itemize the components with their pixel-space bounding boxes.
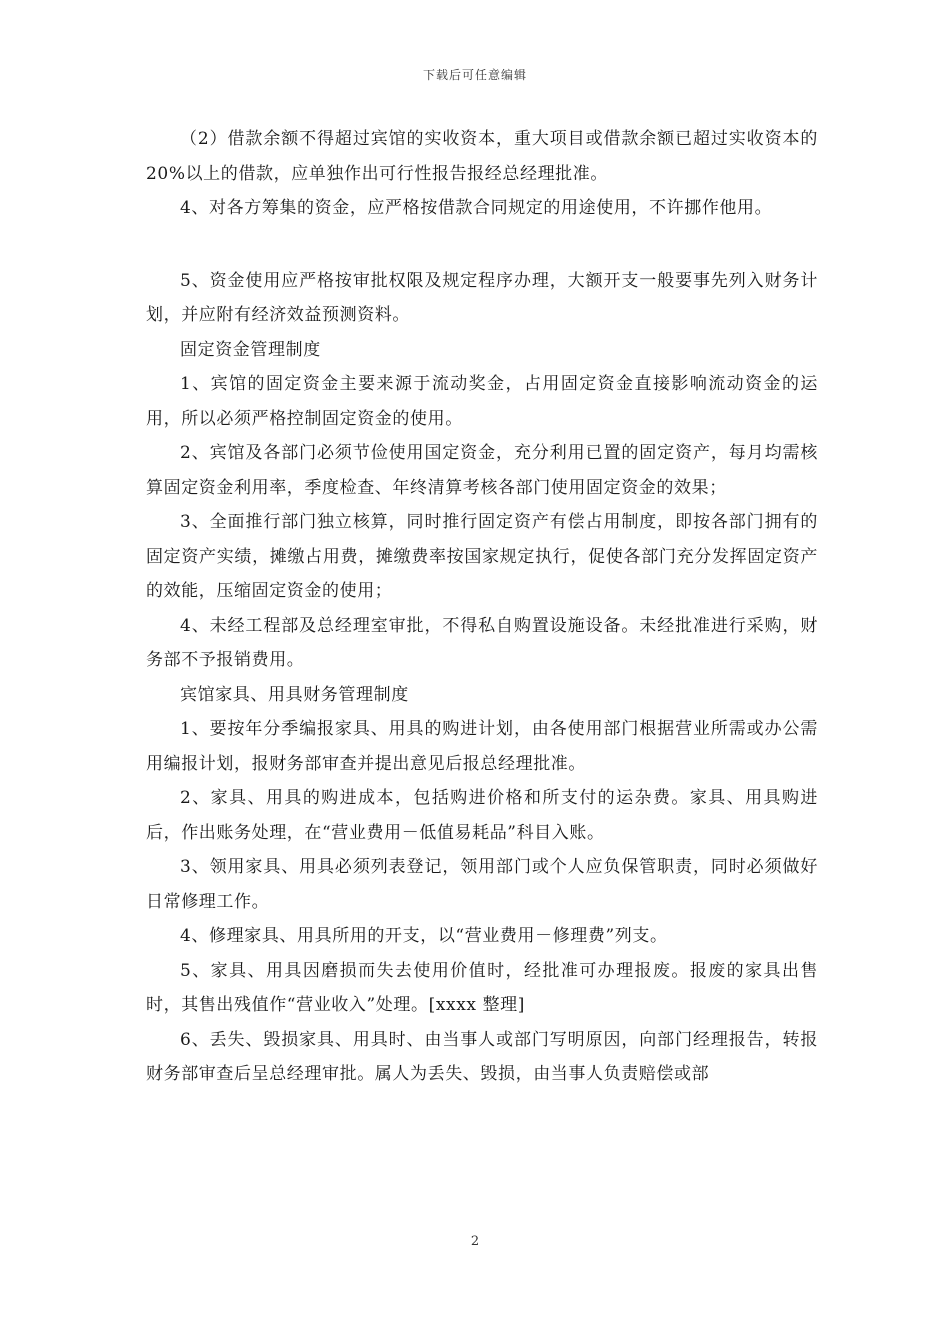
paragraph-furniture-3: 3、领用家具、用具必须列表登记，领用部门或个人应负保管职责，同时必须做好日常修理工作。 <box>146 857 818 912</box>
paragraph-furniture-5: 5、家具、用具因磨损而失去使用价值时，经批准可办理报废。报废的家具出售时，其售出残值作“营业收入”处理。[xxxx 整理] <box>146 960 818 1015</box>
paragraph-furniture-6: 6、丢失、毁损家具、用具时、由当事人或部门写明原因，向部门经理报告，转报财务部审查后呈总经理审批。属人为丢失、毁损，由当事人负责赔偿或部 <box>146 1029 818 1084</box>
paragraph-fixed-capital-4: 4、未经工程部及总经理室审批，不得私自购置设施设备。未经批准进行采购，财务部不予报销费用。 <box>146 615 818 670</box>
section-heading-furniture: 宾馆家具、用具财务管理制度 <box>180 684 409 705</box>
paragraph-loan-balance: （2）借款余额不得超过宾馆的实收资本，重大项目或借款余额已超过实收资本的20%以上的借款，应单独作出可行性报告报经总经理批准。 <box>146 129 818 184</box>
page-number: 2 <box>470 1234 480 1249</box>
paragraph-fund-usage: 4、对各方筹集的资金，应严格按借款合同规定的用途使用，不许挪作他用。 <box>180 198 773 218</box>
paragraph-fixed-capital-3: 3、全面推行部门独立核算，同时推行固定资产有偿占用制度，即按各部门拥有的固定资产实绩，摊缴占用费，摊缴费率按国家规定执行，促使各部门充分发挥固定资产的效能，压缩固定资金的使用； <box>146 512 818 601</box>
section-heading-fixed-capital: 固定资金管理制度 <box>180 339 321 360</box>
paragraph-fixed-capital-1: 1、宾馆的固定资金主要来源于流动奖金，占用固定资金直接影响流动资金的运用，所以必须严格控制固定资金的使用。 <box>146 374 818 429</box>
paragraph-furniture-4: 4、修理家具、用具所用的开支，以“营业费用－修理费”列支。 <box>180 926 668 946</box>
paragraph-furniture-2: 2、家具、用具的购进成本，包括购进价格和所支付的运杂费。家具、用具购进后，作出账务处理，在“营业费用－低值易耗品”科目入账。 <box>146 788 818 843</box>
paragraph-approval-procedure: 5、资金使用应严格按审批权限及规定程序办理，大额开支一般要事先列入财务计划，并应附有经济效益预测资料。 <box>146 270 818 325</box>
paragraph-fixed-capital-2: 2、宾馆及各部门必须节俭使用国定资金，充分利用已置的固定资产，每月均需核算固定资金利用率，季度检查、年终清算考核各部门使用固定资金的效果； <box>146 443 818 498</box>
document-body <box>146 122 818 1092</box>
page-header: 下载后可任意编辑 <box>422 68 527 82</box>
paragraph-furniture-1: 1、要按年分季编报家具、用具的购进计划，由各使用部门根据营业所需或办公需用编报计划，报财务部审查并提出意见后报总经理批准。 <box>146 719 818 774</box>
